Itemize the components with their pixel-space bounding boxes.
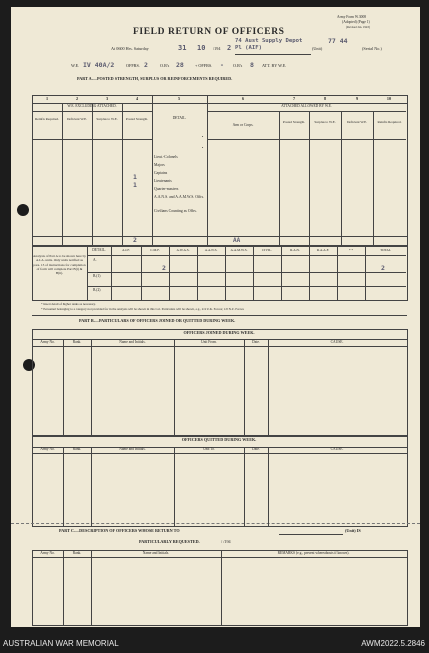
date-month: 10 xyxy=(197,44,206,52)
serial-number: 77 44 xyxy=(328,37,348,45)
column-number: 1 xyxy=(45,96,49,101)
offrs-value: 2 xyxy=(144,61,148,69)
footnote-2: * Personnel belonging to a category not provided for in the analysis will be shown in this Col. Particulars will be shown, e.g., 2/4 U.K. Forces; 1/0 N.Z. Forces xyxy=(41,307,244,311)
rank-label: A.A.N.S. and A.A.M.W.S. Offrs. xyxy=(154,195,205,199)
part-c-unit-is: (Unit) IS xyxy=(345,528,361,533)
column-number: 8 xyxy=(323,96,327,101)
column-number: 7 xyxy=(292,96,296,101)
analysis-row-label: B.(1) xyxy=(93,274,101,278)
footer-left-text: AUSTRALIAN WAR MEMORIAL xyxy=(3,639,119,648)
detail-head: DETAIL. xyxy=(172,116,187,120)
ors-value: 28 xyxy=(176,61,184,69)
rank-label: Lieutenants xyxy=(154,179,172,183)
analysis-column-heading: CIVIL. xyxy=(262,248,272,252)
part-c-title-1: PART C.—DESCRIPTION OF OFFICERS WHOSE RETURN TO xyxy=(59,528,180,533)
serial-label: (Serial No.) xyxy=(362,46,382,51)
joined-column-heading: Rank. xyxy=(72,340,82,344)
analysis-column-heading: R.A.A.F. xyxy=(316,248,330,252)
part-c-date-blank: / /194 xyxy=(221,539,231,544)
quitted-title: OFFICERS QUITTED DURING WEEK. xyxy=(181,437,257,442)
year-digit: 2 xyxy=(227,44,232,52)
analysis-total-value: 2 xyxy=(381,264,385,272)
analysis-column-heading: A.I.F. xyxy=(122,248,130,252)
army-form-number: Army Form W.3008 xyxy=(337,15,367,19)
analysis-column-heading: C.M.F. xyxy=(150,248,160,252)
at-hours-label: At 0600 Hrs. Saturday xyxy=(111,46,149,51)
column-heading: Reinfts Required. xyxy=(35,117,59,121)
joined-column-heading: CAUSE. xyxy=(330,340,344,344)
column-heading: Deficient W.E. xyxy=(66,117,88,121)
form-sheet: Army Form W.3008 (Adopted) (Page 1) (Revised Jan. 1943) FIELD RETURN OF OFFICERS At 0600 Hrs. Saturday 31 10 /194 2 74 Aust Supply Depot Pl (AIF) (Unit) 77 44 (Serial No.) W.E. IV 40A/2 OFFRS. 2 O.R's 28 + OFFRS. - O.R's 8 ATT. BY W.E. PART A.—POSTED STRENGTH, SURPLUS OR REINFORCEMENTS REQUIRED. W.E. EXCLUDING ATTACHED. ATTACHED ALLOWED BY W.E. DETAIL. Arm or Corps. • • 1 1 2 AA Analysis of Part A to be shown here by A.I.A. units. Only units notified as para. 13 of instructions for completion of form will complete Part B(i) & B(ii). DETAIL. 2 2 * Insert detail of higher ranks as necessary. * Personnel belonging to a category not provided for in the analysis will be shown in this Col. Particulars will be shown, e.g., 2/4 U.K. Forces; 1/0 N.Z. Forces PART B.—PARTICULARS OF OFFICERS JOINED OR QUITTED DURING WEEK. OFFICERS JOINED DURING WEEK. OFFICERS QUITTED DURING WEEK. PART C.—DESCRIPTION OF OFFICERS WHOSE RETURN TO (Unit) IS PARTICULARLY REQUESTED. / /194 1 2 3 4 5 6 7 8 9 10 Reinfts Required. Deficient W.E. Surplus to W.E. Posted Strength. Posted Strength. Surplus to W.E. Deficient W.E. Reinfts Required. Lieut.-Colonels Majors Captains Lieutenants Quarter-masters A.A.N.S. and A.A.M.W.S. Offrs. Civilians Counting as Offrs. A. B.(1) B.(2) A.I.F. C.M.F. A.W.A.S. A.A.N.S. A.A.M.W.S. CIVIL. R.A.N. R.A.A.F. * * TOTAL Army No. Rank. Name and Initials. Unit From. Date. CAUSE. Army No. Rank. Name and Initials. Unit To. Date. CAUSE. Army No. Rank. Name and Initials. REMARKS (e.g., present whereabouts if known). xyxy=(11,7,420,627)
rank-label: Captains xyxy=(154,171,168,175)
part-c-table xyxy=(32,550,408,626)
quitted-column-heading: Date. xyxy=(252,447,260,451)
analysis-column-heading: A.W.A.S. xyxy=(176,248,190,252)
punch-hole xyxy=(17,204,29,216)
rank-label: Majors xyxy=(154,163,165,167)
lieutenants-mark: 1 xyxy=(133,181,137,189)
column-number: 4 xyxy=(135,96,139,101)
we-value: IV 40A/2 xyxy=(83,61,115,69)
quitted-column-heading: Name and Initials. xyxy=(119,447,146,451)
analysis-row-label: B.(2) xyxy=(93,288,101,292)
analysis-detail-head: DETAIL. xyxy=(92,248,106,252)
column-heading: Surplus to W.E. xyxy=(314,120,336,124)
footer-right-text: AWM2022.5.2846 xyxy=(361,639,425,648)
column-number: 5 xyxy=(177,96,181,101)
column-number: 2 xyxy=(75,96,79,101)
joined-column-heading: Name and Initials. xyxy=(119,340,146,344)
revised-note: (Revised Jan. 1943) xyxy=(346,25,370,29)
part-c-column-heading: Army No. xyxy=(40,551,55,555)
column-number: 10 xyxy=(386,96,392,101)
arm-head: Arm or Corps. xyxy=(232,123,254,127)
column-number: 9 xyxy=(355,96,359,101)
quitted-column-heading: CAUSE. xyxy=(330,447,344,451)
unit-name: 74 Aust Supply Depot Pl (AIF) xyxy=(235,38,303,52)
column-heading: Posted Strength. xyxy=(125,117,149,121)
ors2-label: O.R's xyxy=(233,63,243,68)
offrs-label: OFFRS. xyxy=(126,63,140,68)
part-c-column-heading: Rank. xyxy=(72,551,82,555)
unit-label: (Unit) xyxy=(312,46,323,51)
total-posted-strength: 2 xyxy=(133,236,137,244)
form-title: FIELD RETURN OF OFFICERS xyxy=(133,27,285,37)
quitted-column-heading: Rank. xyxy=(72,447,82,451)
joined-column-heading: Army No. xyxy=(40,340,55,344)
rank-label: Civilians Counting as Offrs. xyxy=(154,209,197,213)
analysis-column-heading: A.A.M.W.S. xyxy=(230,248,248,252)
column-number: 6 xyxy=(241,96,245,101)
att-allowed-header: ATTACHED ALLOWED BY W.E. xyxy=(281,104,332,108)
plus-offrs-value: - xyxy=(220,61,224,69)
joined-title: OFFICERS JOINED DURING WEEK. xyxy=(183,330,255,335)
captains-mark: 1 xyxy=(133,173,137,181)
analysis-column-heading: R.A.N. xyxy=(290,248,300,252)
joined-column-heading: Date. xyxy=(252,340,260,344)
column-number: 3 xyxy=(105,96,109,101)
analysis-column-heading: * * xyxy=(348,248,354,252)
column-heading: Deficient W.E. xyxy=(346,120,368,124)
part-c-title-2: PARTICULARLY REQUESTED. xyxy=(139,539,200,544)
rank-label: Quarter-masters xyxy=(154,187,179,191)
ors-label: O.R's xyxy=(160,63,170,68)
we-label: W.E. xyxy=(71,63,80,68)
att-label: ATT. BY W.E. xyxy=(262,63,287,68)
date-day: 31 xyxy=(178,44,187,52)
total-arm-corps: AA xyxy=(233,237,241,244)
column-heading: Reinfts Required. xyxy=(377,120,402,124)
perforation-line xyxy=(11,523,420,524)
rank-label: Lieut.-Colonels xyxy=(154,155,178,159)
part-c-column-heading: REMARKS (e.g., present whereabouts if known). xyxy=(277,551,350,555)
part-c-column-heading: Name and Initials. xyxy=(142,551,170,555)
quitted-column-heading: Unit To. xyxy=(203,447,215,451)
analysis-row-label: A. xyxy=(93,258,97,262)
adopted-note: (Adopted) (Page 1) xyxy=(342,20,370,24)
part-b-title: PART B.—PARTICULARS OF OFFICERS JOINED OR QUITTED DURING WEEK. xyxy=(79,318,236,323)
analysis-column-heading: TOTAL xyxy=(380,248,391,252)
ors2-value: 8 xyxy=(250,61,254,69)
joined-column-heading: Unit From. xyxy=(201,340,217,344)
year-prefix: /194 xyxy=(213,46,221,51)
quitted-column-heading: Army No. xyxy=(40,447,55,451)
footnote-1: * Insert detail of higher ranks as necessary. xyxy=(41,302,96,306)
analysis-note: Analysis of Part A to be shown here by A.I.A. units. Only units notified as para. 13 of instructions for completion of form will complete Part B(i) & B(ii). xyxy=(33,254,86,275)
column-heading: Surplus to W.E. xyxy=(96,117,118,121)
we-excl-header: W.E. EXCLUDING ATTACHED. xyxy=(67,104,117,108)
plus-offrs-label: + OFFRS. xyxy=(195,63,213,68)
analysis-aif-value: 2 xyxy=(162,264,166,272)
column-heading: Posted Strength. xyxy=(282,120,306,124)
analysis-column-heading: A.A.N.S. xyxy=(204,248,218,252)
part-a-title: PART A.—POSTED STRENGTH, SURPLUS OR REINFORCEMENTS REQUIRED. xyxy=(77,76,233,81)
